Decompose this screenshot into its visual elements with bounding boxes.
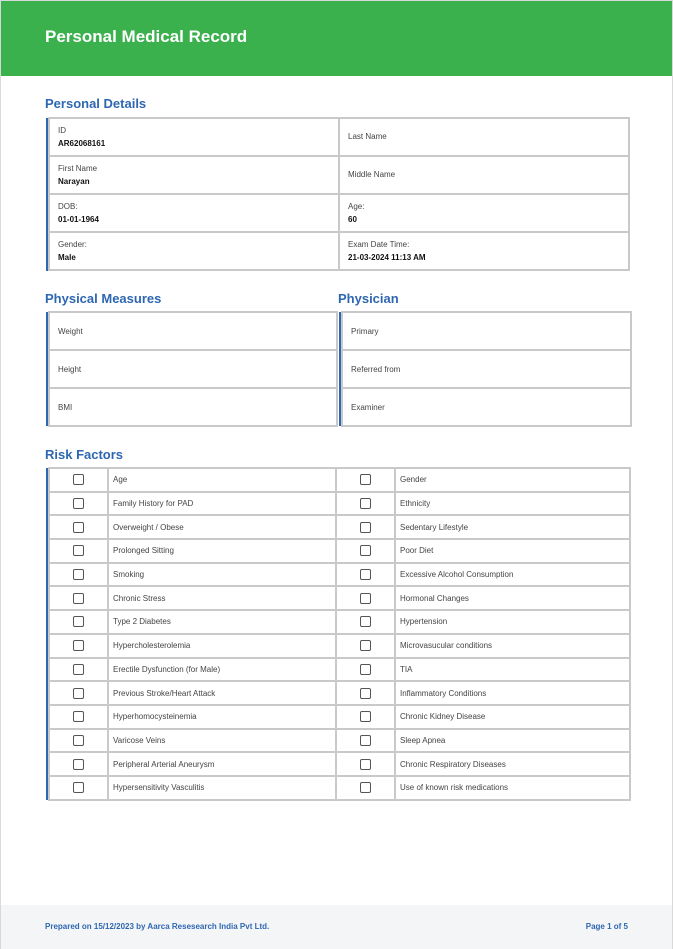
risk-factor-checkbox[interactable] [73,616,84,627]
risk-factor-checkbox-cell [49,610,108,634]
risk-factors-title: Risk Factors [45,447,124,462]
risk-factor-checkbox[interactable] [360,593,371,604]
physical-measures-title: Physical Measures [45,291,162,306]
risk-factor-checkbox[interactable] [73,474,84,485]
table-row [49,232,629,270]
physician-primary: Primary [342,312,631,350]
risk-factor-row [49,634,630,658]
field-dob: DOB: 01-01-1964 [49,194,339,232]
field-last-name: Last Name [339,118,629,156]
risk-factor-checkbox-cell [336,586,395,610]
risk-factor-checkbox-cell [336,610,395,634]
risk-factor-row [49,681,630,705]
risk-factor-label: Type 2 Diabetes [108,610,336,634]
table-row [49,156,629,194]
risk-factor-label: Hyperhomocysteinemia [108,705,336,729]
risk-factor-checkbox-cell [49,705,108,729]
risk-factor-row [49,492,630,516]
risk-factor-checkbox-cell [49,563,108,587]
risk-factor-checkbox-cell [336,563,395,587]
physician-examiner: Examiner [342,388,631,426]
measure-weight: Weight [49,312,337,350]
table-row [342,388,631,426]
risk-factor-label: Sleep Apnea [395,729,630,753]
risk-factor-checkbox-cell [49,515,108,539]
page-number: Page 1 of 5 [585,922,628,931]
risk-factor-label: Chronic Kidney Disease [395,705,630,729]
table-row [49,388,337,426]
risk-factor-row [49,586,630,610]
risk-factor-label: Sedentary Lifestyle [395,515,630,539]
risk-factor-checkbox-cell [336,752,395,776]
risk-factors-table [48,467,631,801]
risk-factor-label: TIA [395,658,630,682]
risk-factor-label: Previous Stroke/Heart Attack [108,681,336,705]
risk-factor-checkbox[interactable] [360,640,371,651]
personal-details-table [48,117,630,271]
field-gender: Gender: Male [49,232,339,270]
risk-factor-checkbox-cell [49,729,108,753]
risk-factor-checkbox-cell [336,634,395,658]
risk-factor-label: Hypertension [395,610,630,634]
risk-factor-checkbox[interactable] [360,782,371,793]
risk-factor-checkbox-cell [336,492,395,516]
risk-factor-checkbox[interactable] [73,640,84,651]
risk-factor-checkbox-cell [49,634,108,658]
risk-factor-checkbox-cell [49,681,108,705]
risk-factor-checkbox[interactable] [73,759,84,770]
risk-factor-checkbox[interactable] [73,664,84,675]
risk-factor-label: Chronic Stress [108,586,336,610]
physician-title: Physician [338,291,399,306]
risk-factor-checkbox[interactable] [73,522,84,533]
field-exam-date-time: Exam Date Time: 21-03-2024 11:13 AM [339,232,629,270]
risk-factor-checkbox-cell [336,729,395,753]
risk-factor-label: Prolonged Sitting [108,539,336,563]
risk-factor-checkbox[interactable] [360,711,371,722]
risk-factor-label: Microvasucular conditions [395,634,630,658]
table-row [342,350,631,388]
page-footer [1,905,672,949]
physician-table [341,311,632,427]
field-age: Age: 60 [339,194,629,232]
table-row [49,194,629,232]
risk-factor-label: Poor Diet [395,539,630,563]
risk-factor-checkbox-cell [336,468,395,492]
risk-factor-label: Chronic Respiratory Diseases [395,752,630,776]
risk-factor-row [49,610,630,634]
risk-factor-checkbox-cell [49,658,108,682]
risk-factor-label: Inflammatory Conditions [395,681,630,705]
table-row [49,118,629,156]
risk-factor-checkbox-cell [49,752,108,776]
risk-factor-checkbox-cell [49,492,108,516]
risk-factor-checkbox[interactable] [360,616,371,627]
risk-factor-checkbox[interactable] [360,664,371,675]
risk-factor-row [49,468,630,492]
risk-factor-label: Excessive Alcohol Consumption [395,563,630,587]
page-title: Personal Medical Record [45,27,248,46]
risk-factor-checkbox[interactable] [360,474,371,485]
risk-factor-row [49,515,630,539]
risk-factor-label: Hypercholesterolemia [108,634,336,658]
risk-factor-checkbox-cell [336,776,395,800]
risk-factor-label: Family History for PAD [108,492,336,516]
measure-height: Height [49,350,337,388]
risk-factor-label: Smoking [108,563,336,587]
personal-details-title: Personal Details [45,96,147,111]
risk-factor-checkbox[interactable] [73,711,84,722]
risk-factor-checkbox-cell [49,539,108,563]
risk-factor-label: Overweight / Obese [108,515,336,539]
risk-factor-label: Use of known risk medications [395,776,630,800]
risk-factor-checkbox[interactable] [73,498,84,509]
risk-factor-label: Hormonal Changes [395,586,630,610]
risk-factor-checkbox-cell [336,705,395,729]
table-row [49,312,337,350]
risk-factor-checkbox[interactable] [73,735,84,746]
table-row [49,350,337,388]
field-id: ID AR62068161 [49,118,339,156]
risk-factor-row [49,776,630,800]
risk-factor-checkbox-cell [336,658,395,682]
risk-factor-label: Erectile Dysfunction (for Male) [108,658,336,682]
risk-factor-checkbox[interactable] [360,569,371,580]
risk-factor-label: Age [108,468,336,492]
risk-factor-label: Gender [395,468,630,492]
risk-factor-checkbox-cell [49,776,108,800]
risk-factor-label: Hypersensitivity Vasculitis [108,776,336,800]
physical-measures-table [48,311,338,427]
page-header [1,1,672,76]
risk-factor-row [49,752,630,776]
risk-factor-checkbox[interactable] [73,569,84,580]
risk-factor-checkbox[interactable] [73,688,84,699]
risk-factor-row [49,658,630,682]
risk-factor-row [49,539,630,563]
risk-factor-label: Varicose Veins [108,729,336,753]
risk-factor-checkbox[interactable] [360,545,371,556]
field-middle-name: Middle Name [339,156,629,194]
physician-referred-from: Referred from [342,350,631,388]
risk-factor-checkbox[interactable] [73,593,84,604]
risk-factor-checkbox[interactable] [360,759,371,770]
risk-factor-checkbox-cell [49,468,108,492]
risk-factor-checkbox[interactable] [360,522,371,533]
field-first-name: First Name Narayan [49,156,339,194]
risk-factor-checkbox-cell [336,681,395,705]
risk-factor-row [49,705,630,729]
risk-factor-label: Ethnicity [395,492,630,516]
risk-factor-checkbox[interactable] [73,782,84,793]
risk-factor-checkbox[interactable] [360,688,371,699]
table-row [342,312,631,350]
risk-factor-checkbox[interactable] [360,735,371,746]
risk-factor-row [49,563,630,587]
risk-factor-checkbox-cell [49,586,108,610]
risk-factor-checkbox-cell [336,539,395,563]
measure-bmi: BMI [49,388,337,426]
risk-factor-checkbox[interactable] [73,545,84,556]
risk-factor-row [49,729,630,753]
prepared-by-text: Prepared on 15/12/2023 by Aarca Resesearch India Pvt Ltd. [45,922,270,931]
risk-factor-checkbox-cell [336,515,395,539]
risk-factor-label: Peripheral Arterial Aneurysm [108,752,336,776]
risk-factor-checkbox[interactable] [360,498,371,509]
